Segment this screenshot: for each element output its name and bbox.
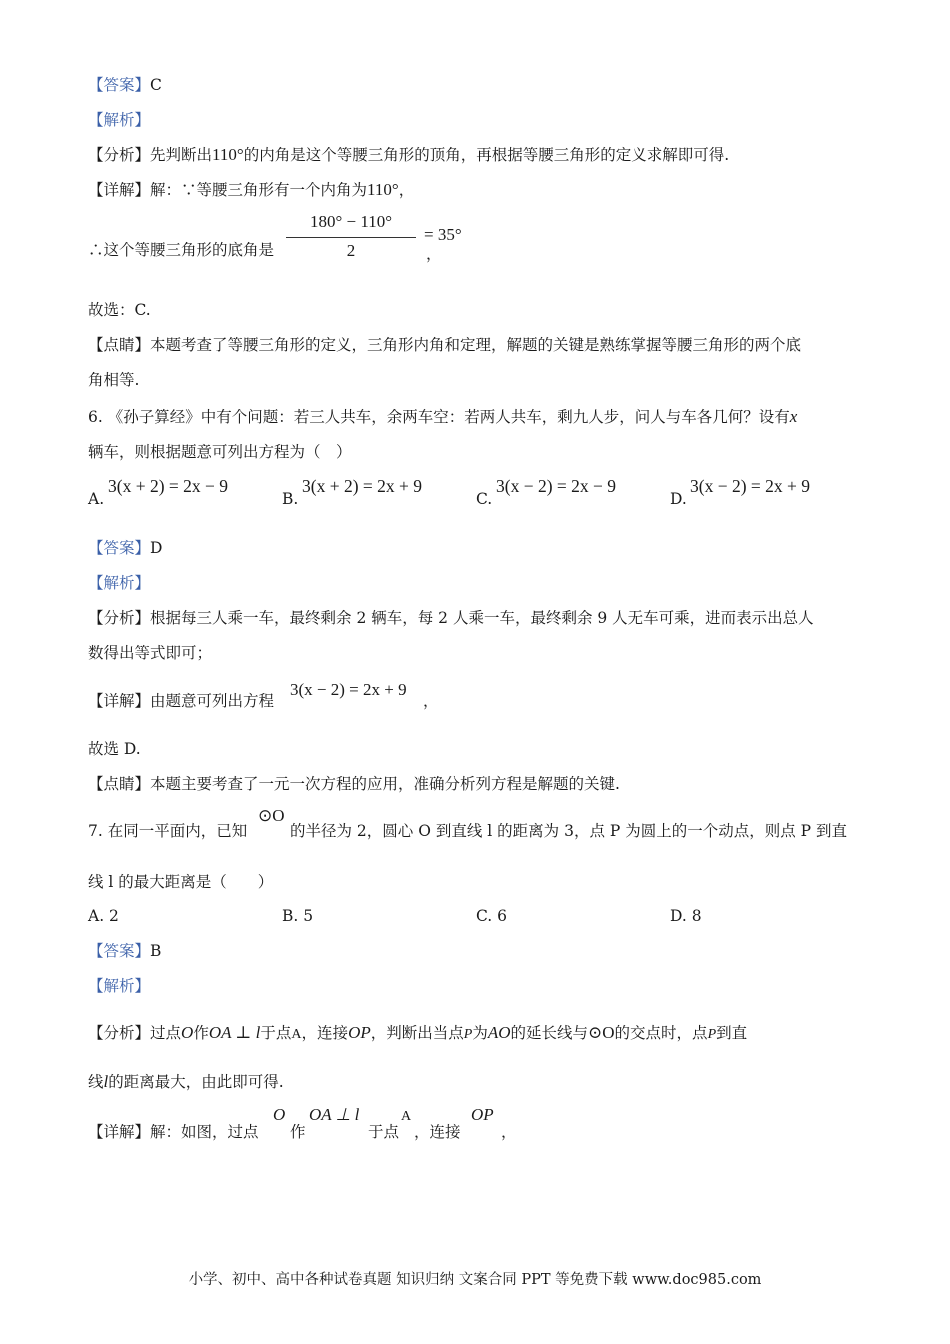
point-o: O	[181, 1023, 194, 1042]
variable-x: x	[789, 407, 798, 426]
question-6-text: 6. 《孙子算经》中有个问题：若三人共车，余两车空：若两人共车，剩九人步，问人与车各几何？设有	[88, 408, 790, 426]
fraction-result: = 35°	[424, 225, 462, 244]
therefore-text: ∴这个等腰三角形的底角是	[88, 241, 275, 259]
fenxi-text-m: 的延长线与	[510, 1024, 589, 1042]
point-p: P	[463, 1027, 473, 1042]
fenxi-line-q7	[88, 1022, 870, 1046]
point-p-2: P	[707, 1027, 717, 1042]
fenxi-text-2a: 线	[88, 1073, 104, 1091]
xiangjie-label: 【详解】	[88, 1123, 151, 1141]
answer-line-q6	[88, 537, 870, 559]
fenxi-text-a: 过点	[150, 1024, 182, 1042]
circle-o-symbol: ⊙O	[258, 806, 285, 825]
point-a: A	[401, 1109, 412, 1124]
fenxi-text-c: 作	[193, 1024, 209, 1042]
jiexi-label-q6: 【解析】	[88, 574, 151, 592]
xiangjie-text-e: 于点	[368, 1123, 400, 1141]
question-7-text-post: 的半径为 2，圆心 O 到直线 l 的距离为 3，点 P 为圆上的一个动点，则点 P 到直	[290, 822, 848, 840]
option-b-expr: 3(x + 2) = 2x + 9	[302, 476, 423, 496]
option-c-label: C.	[476, 490, 493, 508]
answer-value: B	[150, 942, 162, 960]
fenxi-text-post: 的内角是这个等腰三角形的顶角，再根据等腰三角形的定义求解即可得.	[243, 146, 730, 164]
xiangjie-line-q5	[88, 179, 870, 201]
oa-perp-l: OA ⊥ l	[208, 1023, 261, 1042]
xiangjie-line-q6	[88, 690, 870, 712]
fenxi-label: 【分析】	[88, 1024, 151, 1042]
dianjing-text: 本题主要考查了一元一次方程的应用，准确分析列方程是解题的关键.	[150, 775, 620, 793]
segment-ao: AO	[487, 1023, 511, 1042]
jiexi-label-q7: 【解析】	[88, 977, 151, 995]
fraction-tail: ，	[426, 245, 442, 263]
segment-op: OP	[348, 1023, 371, 1042]
answer-line-q7	[88, 940, 870, 962]
option-d[interactable]: D. 8	[670, 907, 702, 925]
fraction-denominator: 2	[346, 241, 356, 260]
dianjing-line-q6	[88, 773, 870, 795]
guxuan-q5: 故选：C.	[88, 301, 151, 319]
dianjing-text: 本题考查了等腰三角形的定义，三角形内角和定理，解题的关键是熟练掌握等腰三角形的两个底	[150, 336, 802, 354]
fenxi-label: 【分析】	[88, 146, 151, 164]
answer-line-q5	[88, 74, 870, 96]
xiangjie-text-i: ，	[501, 1123, 517, 1141]
option-c-expr: 3(x − 2) = 2x − 9	[496, 476, 617, 496]
fenxi-line2-q7	[88, 1071, 870, 1093]
xiangjie-comma: ，	[398, 181, 415, 199]
option-d-label: D.	[670, 490, 687, 508]
jiexi-label-q5: 【解析】	[88, 111, 151, 129]
xiangjie-text-g: ，连接	[414, 1123, 461, 1141]
angle-110-b: 110°	[367, 180, 399, 199]
therefore-line-q5	[88, 239, 870, 261]
fraction-bar	[286, 237, 416, 238]
option-a[interactable]: A. 2	[88, 907, 119, 925]
xiangjie-text-a: 解：如图，过点	[150, 1123, 259, 1141]
answer-label: 【答案】	[88, 942, 151, 960]
option-a-label: A.	[88, 490, 105, 508]
xiangjie-label: 【详解】	[88, 181, 151, 199]
xiangjie-comma: ，	[423, 692, 439, 710]
fenxi-text-o: 的交点时，点	[614, 1024, 708, 1042]
page-footer: 小学、初中、高中各种试卷真题 知识归纳 文案合同 PPT 等免费下载 www.doc985.com	[188, 1272, 762, 1288]
option-a-expr: 3(x + 2) = 2x − 9	[108, 476, 229, 496]
question-6-stem-2: 辆车，则根据题意可列出方程为（ ）	[88, 443, 352, 461]
fenxi-text: 先判断出	[150, 146, 213, 164]
fraction-numerator: 180° − 110°	[309, 212, 393, 231]
dianjing-label: 【点睛】	[88, 775, 151, 793]
option-b[interactable]: B. 5	[282, 907, 314, 925]
dianjing-line-q5	[88, 334, 870, 356]
answer-label: 【答案】	[88, 539, 151, 557]
angle-110: 110°	[212, 145, 244, 164]
fenxi-line-q5	[88, 144, 870, 166]
answer-value: D	[150, 539, 163, 557]
line-l: l	[103, 1072, 109, 1091]
oa-perp-l: OA ⊥ l	[309, 1105, 360, 1124]
circle-o-symbol: ⊙O	[588, 1023, 615, 1042]
dianjing-line2-q5: 角相等.	[88, 371, 140, 389]
fenxi-line-q6	[88, 607, 870, 629]
point-a: A	[291, 1027, 302, 1042]
xiangjie-text: 解：∵等腰三角形有一个内角为	[150, 181, 368, 199]
question-7-stem-2: 线 l 的最大距离是（ ）	[88, 873, 274, 891]
guxuan-q6: 故选 D.	[88, 740, 141, 758]
xiangjie-equation: 3(x − 2) = 2x + 9	[290, 680, 407, 699]
question-6-stem	[88, 406, 870, 428]
xiangjie-label: 【详解】	[88, 692, 151, 710]
fenxi-line2-q6: 数得出等式即可；	[88, 644, 213, 662]
option-d-expr: 3(x − 2) = 2x + 9	[690, 476, 811, 496]
fenxi-text-e: 于点	[260, 1024, 292, 1042]
answer-value: C	[150, 76, 162, 94]
answer-label: 【答案】	[88, 76, 151, 94]
xiangjie-text-c: 作	[290, 1123, 306, 1141]
fenxi-text-i: ，判断出当点	[370, 1024, 464, 1042]
fenxi-text: 根据每三人乘一车，最终剩余 2 辆车，每 2 人乘一车，最终剩余 9 人无车可乘，进而表示出总人	[150, 609, 814, 627]
fenxi-label: 【分析】	[88, 609, 151, 627]
option-c[interactable]: C. 6	[476, 907, 508, 925]
point-o: O	[273, 1105, 286, 1124]
xiangjie-text: 由题意可列出方程	[150, 692, 275, 710]
option-b-label: B.	[282, 490, 299, 508]
fenxi-text-q: 到直	[716, 1024, 748, 1042]
question-7-text: 7. 在同一平面内，已知	[88, 822, 248, 840]
fenxi-text-2c: 的距离最大，由此即可得.	[108, 1073, 284, 1091]
fenxi-text-g: ，连接	[301, 1024, 349, 1042]
segment-op: OP	[471, 1105, 494, 1124]
dianjing-label: 【点睛】	[88, 336, 151, 354]
fenxi-text-k: 为	[472, 1024, 488, 1042]
